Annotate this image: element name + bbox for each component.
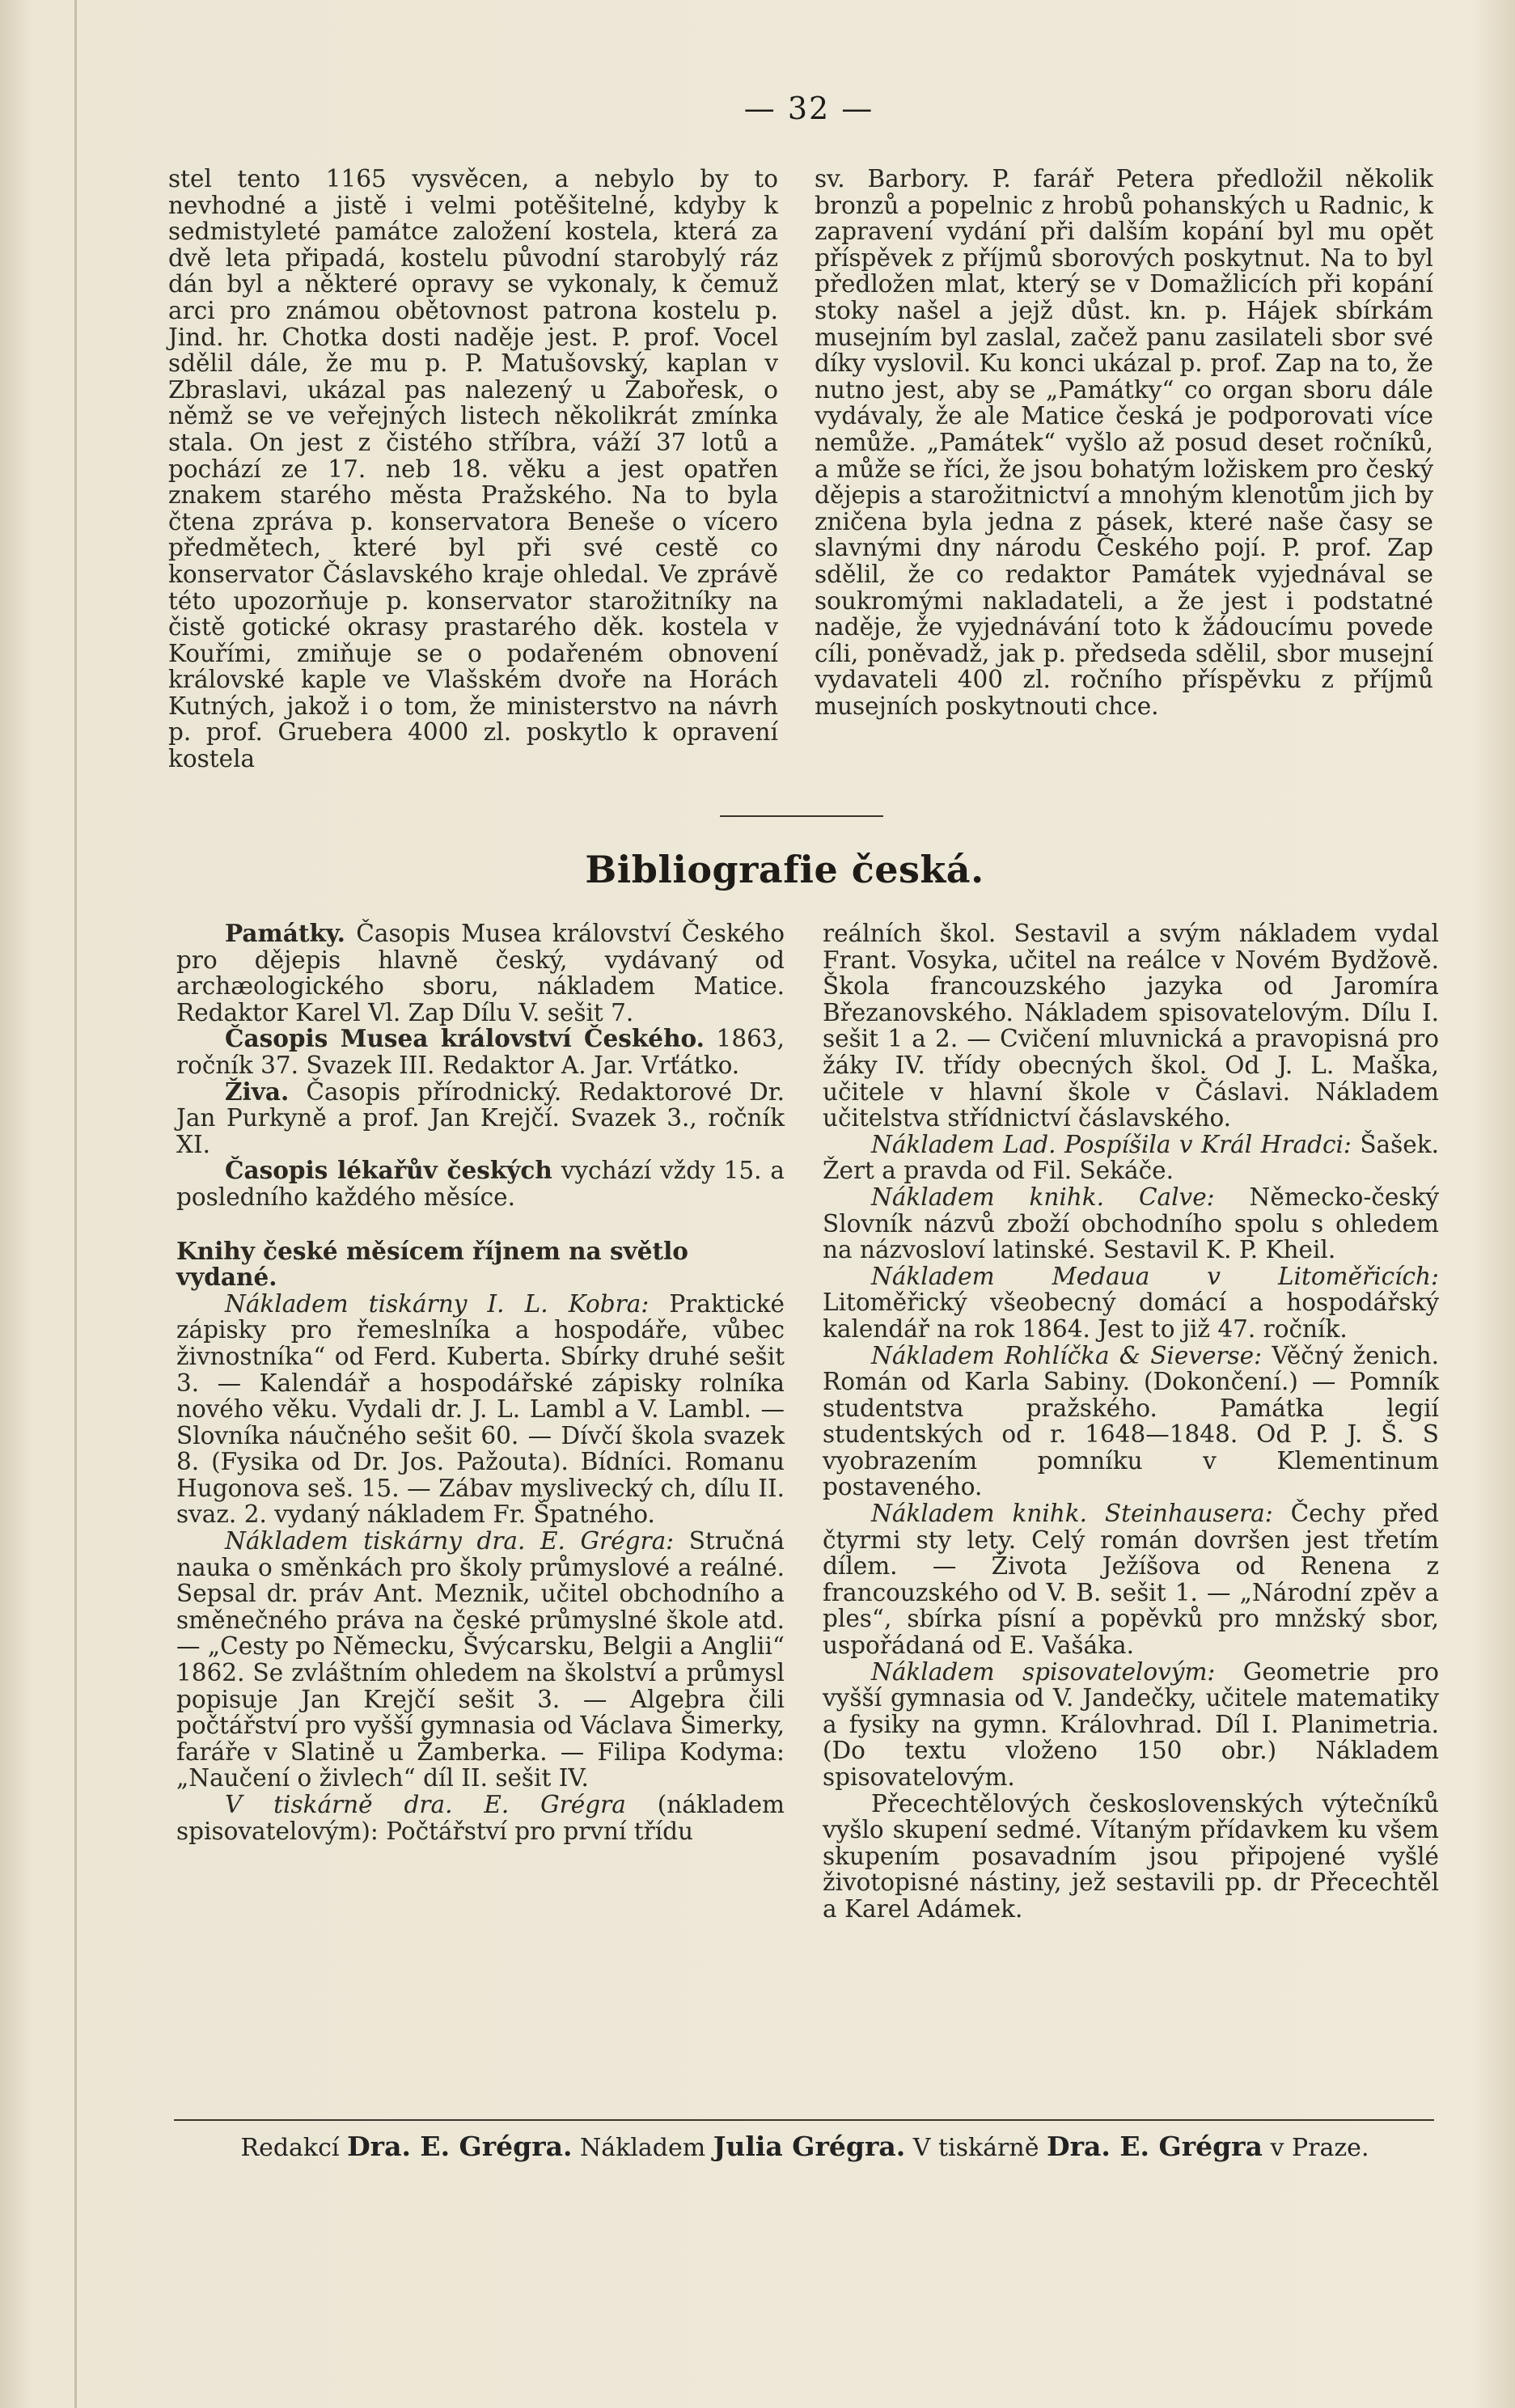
section-title: Bibliografie česká. [585, 848, 984, 891]
entry-title: Živa. [225, 1077, 290, 1106]
bib-entry-steinhauser [823, 1500, 1439, 1659]
binding-shadow [74, 0, 77, 2408]
bib-entry-casopis-musea [176, 1026, 785, 1078]
bibliography-left-column [176, 920, 785, 1844]
entry-publisher: Nákladem Medaua v Litoměřicích: [871, 1262, 1439, 1290]
top-left-paragraph: stel tento 1165 vysvěcen, a nebylo by to nevhodné a jistě i velmi potěšitelné, kdyby k sedmistyleté památce založení kostela, která za dvě leta připadá, kostelu původní starobylý ráz dán byl a některé opravy se vykonaly, k čemuž arci pro známou obětovnost patrona kostelu p. Jind. hr. Chotka dosti naděje jest. P. prof. Vocel sdělil dále, že mu p. P. Matušovský, kaplan v Zbraslavi, ukázal pas nalezený u Žabořesk, o němž se ve veřejných listech několikrát zmínka stala. On jest z čistého stříbra, váží 37 lotů a pochází ze 17. neb 18. věku a jest opatřen znakem starého města Pražského. Na to byla čtena zpráva p. konservatora Beneše o vícero předmětech, které byl při své cestě co konservator Čáslavského kraje ohledal. Ve zprávě této upozorňuje p. konservator starožitníky na čistě gotické okrasy prastarého děk. kostela v Kouřími, zmiňuje se o podařeném obnovení královské kaple ve Vlašském dvoře na Horách Kutných, jakož i o tom, že ministerstvo na návrh p. prof. Gruebera 4000 zl. poskytlo k opravení kostela [168, 165, 778, 773]
top-right-column [815, 166, 1433, 719]
bib-entry-calve [823, 1184, 1439, 1263]
entry-publisher: Nákladem tiskárny dra. E. Grégra: [225, 1527, 675, 1555]
entry-publisher: Nákladem knihk. Calve: [871, 1183, 1215, 1211]
entry-publisher: Nákladem knihk. Steinhausera: [871, 1500, 1273, 1528]
entry-text: Věčný ženich. Román od Karla Sabiny. (Dokončení.) — Pomník studentstva pražského. Památka legií studentských od r. 1648—1848. Od P. J. Š. S vyobrazením pomníku v Klementinum postaveného. [823, 1341, 1439, 1501]
bib-entry-pospisil [823, 1132, 1439, 1184]
footer-editor: Dra. E. Grégra. [347, 2131, 573, 2162]
entry-text: Německo-český Slovník názvů zboží obchodního spolu s ohledem na názvosloví latinské. Sestavil K. P. Kheil. [823, 1183, 1439, 1264]
entry-publisher: Nákladem Rohlíčka & Sieverse: [871, 1341, 1263, 1369]
entry-text: Časopis Musea království Českého pro dějepis hlavně český, vydávaný od archæologického sboru, nákladem Matice. Redaktor Karel Vl. Zap Dílu V. sešit 7. [176, 920, 785, 1026]
bib-entry-gregr-spisovatel [176, 1792, 785, 1844]
bib-entry-casopis-lekaru [176, 1157, 785, 1210]
entry-title: Památky. [225, 919, 345, 947]
imprint-footer [174, 2131, 1436, 2162]
bibliography-right-column [823, 920, 1439, 1923]
footer-text: Redakcí [240, 2134, 340, 2162]
bib-entry-gregr [176, 1528, 785, 1792]
top-left-column [168, 166, 778, 772]
bib-entry-jandecka [823, 1659, 1439, 1791]
entry-text: 1863, ročník 37. Svazek III. Redaktor A. Jar. Vrťátko. [176, 1025, 785, 1079]
bib-entry-ziva [176, 1079, 785, 1158]
entry-publisher: V tiskárně dra. E. Grégra [225, 1791, 626, 1818]
bib-entry-kobra [176, 1291, 785, 1528]
entry-text: Časopis přírodnický. Redaktorové Dr. Jan Purkyně a prof. Jan Krejčí. Svazek 3., ročník XI. [176, 1077, 785, 1158]
entry-text: Stručná nauka o směnkách pro školy průmyslové a reálné. Sepsal dr. práv Ant. Meznik, učitel obchodního a směnečného práva na české průmyslné škole atd. — „Cesty po Německu, Švýcarsku, Belgii a Anglii“ 1862. Se zvláštním ohledem na školství a průmysl popisuje Jan Krejčí sešit 3. — Algebra čili počtářství pro vyšší gymnasia od Václava Šimerky, faráře v Slatině u Žamberka. — Filipa Kodyma: „Naučení o živlech“ díl II. sešit IV. [176, 1527, 785, 1792]
entry-publisher: Nákladem Lad. Pospíšila v Král Hradci: [871, 1130, 1352, 1158]
entry-title: Časopis lékařův českých [225, 1156, 552, 1185]
page-number: — 32 — [743, 91, 874, 126]
bib-entry-medau [823, 1263, 1439, 1343]
entry-publisher: Nákladem tiskárny I. L. Kobra: [225, 1289, 650, 1318]
footer-text: v Praze. [1270, 2134, 1369, 2162]
bib-entry-continued: reálních škol. Sestavil a svým nákladem vydal Frant. Vosyka, učitel na reálce v Novém Bydžově. Škola francouzského jazyka od Jaromíra Březanovského. Nákladem spisovatelovým. Dílu I. sešit 1 a 2. — Cvičení mluvnická a pravopisná pro žáky IV. třídy obecných škol. Od J. L. Maška, učitele v hlavní škole v Čáslavi. Nákladem učitelstva střídnictví čáslavského. [823, 920, 1439, 1132]
entry-text: Geometrie pro vyšší gymnasia od V. Jandečky, učitele matematiky a fysiky na gymn. Královhrad. Díl I. Planimetria. (Do textu vloženo 150 obr.) Nákladem spisovatelovým. [823, 1657, 1439, 1791]
footer-publisher: Julia Grégra. [713, 2131, 906, 2162]
entry-publisher: Nákladem spisovatelovým: [871, 1657, 1216, 1686]
entry-text: Šašek. Žert a pravda od Fil. Sekáče. [823, 1130, 1439, 1185]
footer-text: Nákladem [580, 2134, 706, 2162]
footer-printer: Dra. E. Grégra [1047, 2131, 1263, 2162]
footer-rule [174, 2119, 1434, 2121]
bib-entry-precechtel: Přecechtělových československých výtečníků vyšlo skupení sedmé. Vítaným přídavkem ku všem skupením posavadním jsou připojené vyšlé životopisné nástiny, jež sestavili pp. dr Přecechtěl a Karel Adámek. [823, 1789, 1439, 1923]
entry-text: Praktické zápisky pro řemeslníka a hospodáře, vůbec živnostníka“ od Ferd. Kuberta. Sbírky druhé sešit 3. — Kalendář a hospodářské zápisky rolníka nového věku. Vydali dr. J. L. Lambl a V. Lambl. — Slovníka náučného sešit 60. — Dívčí škola svazek 8. (Fysika od Dr. Jos. Pažouta). Bídníci. Romanu Hugonova seš. 15. — Zábav myslivecký ch, dílu II. svaz. 2. vydaný nákladem Fr. Špatného. [176, 1289, 785, 1529]
footer-text: V tiskárně [912, 2134, 1039, 2162]
entry-text: (nákladem spisovatelovým): Počtářství pro první třídu [176, 1791, 785, 1845]
books-subheading: Knihy české měsícem říjnem na světlo vydané. [176, 1236, 688, 1292]
section-divider [720, 815, 883, 817]
entry-text: Čechy před čtyrmi sty lety. Celý román dovršen jest třetím dílem. — Života Ježíšova od Renena z francouzského od V. B. sešit 1. — „Národní zpěv a ples“, sbírka písní a popěvků pro mnžský sbor, uspořádaná od E. Vašáka. [823, 1500, 1439, 1660]
bib-entry-rohlicek [823, 1343, 1439, 1501]
entry-text: vychází vždy 15. a posledního každého měsíce. [176, 1157, 785, 1211]
entry-title: Časopis Musea království Českého. [225, 1024, 705, 1053]
entry-text: Litoměřický všeobecný domácí a hospodářský kalendář na rok 1864. Jest to již 47. ročník. [823, 1289, 1439, 1343]
top-right-paragraph: sv. Barbory. P. farář Petera předložil několik bronzů a popelnic z hrobů pohanských u Radnic, k zapravení vydání při dalším kopání byl mu opět příspěvek z příjmů sborových poskytnut. Na to byl předložen mlat, který se v Domažlicích při kopání stoky našel a jejž důst. kn. p. Hájek sbírkám musejním byl zaslal, začež panu zasilateli sbor své díky vyslovil. Ku konci ukázal p. prof. Zap na to, že nutno jest, aby se „Památky“ co organ sboru dále vydávaly, že ale Matice česká je podporovati více nemůže. „Památek“ vyšlo až posud deset ročníků, a může se říci, že jsou bohatým ložiskem pro český dějepis a starožitnictví a mnohým klenotům jich by zničena byla jedna z pásek, které naše časy se slavnými dny národu Českého pojí. P. prof. Zap sdělil, že co redaktor Památek vyjednával se soukromými nakladateli, a že jest i podstatné naděje, že vyjednávání toto k žádoucímu povede cíli, poněvadž, jak p. předseda sdělil, sbor musejní vydavateli 400 zl. ročního příspěvku z příjmů musejních poskytnouti chce. [815, 165, 1433, 720]
bib-entry-pamatky [176, 920, 785, 1026]
